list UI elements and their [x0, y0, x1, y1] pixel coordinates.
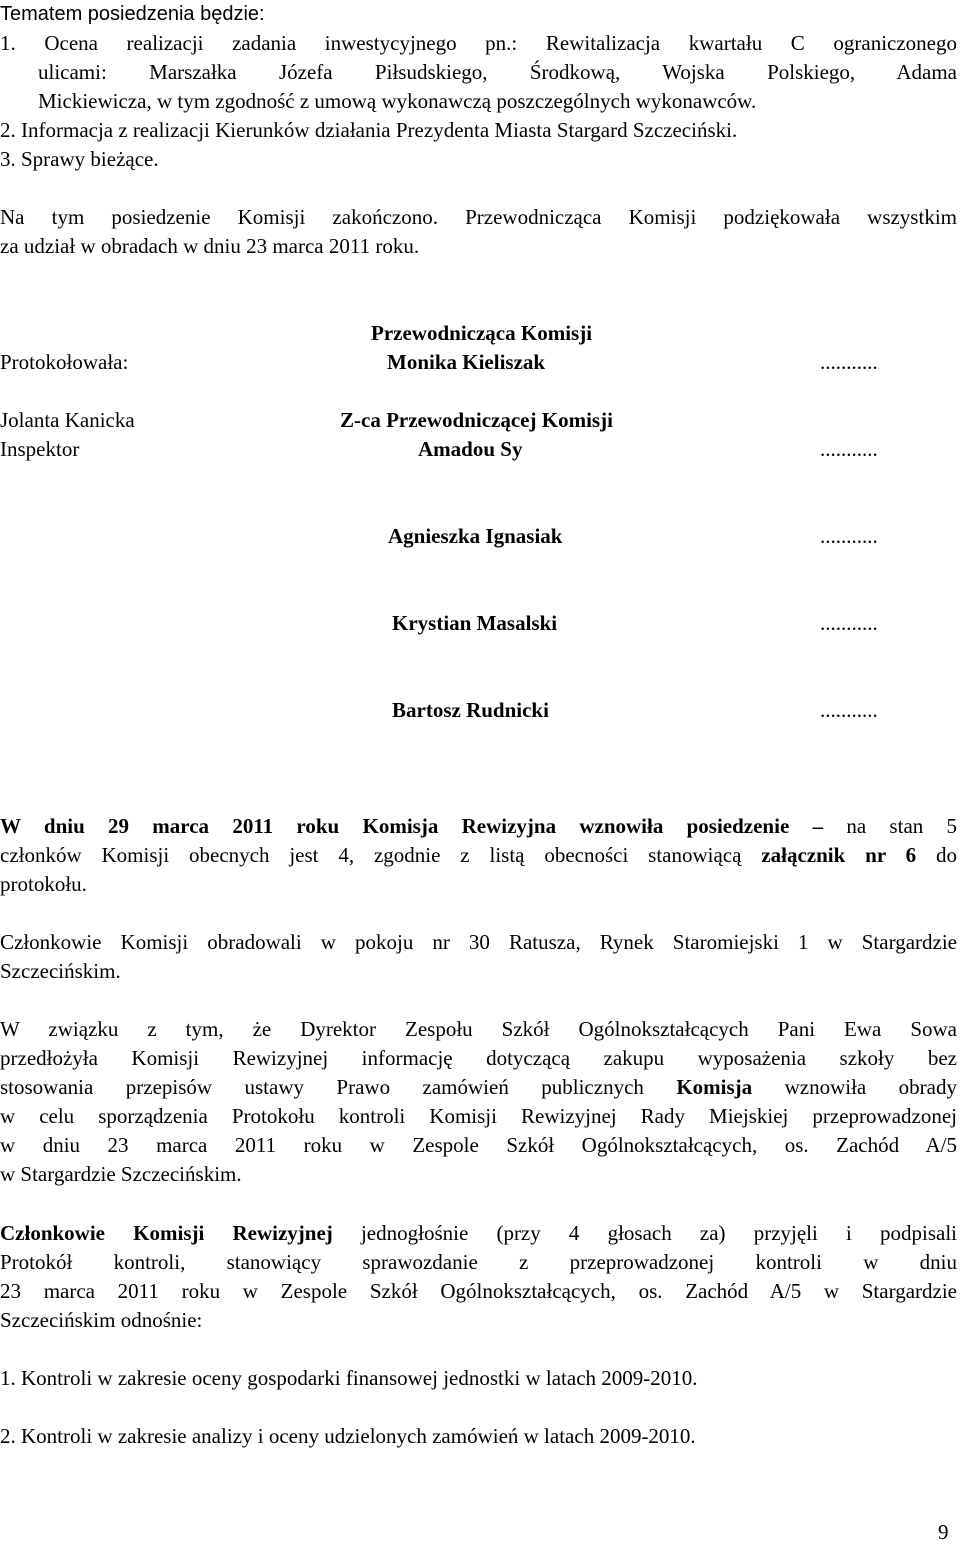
scope-item-1-text: 1. Kontroli w zakresie oceny gospodarki finansowej jednostki w latach 2009-2010.: [0, 1366, 698, 1390]
approval-paragraph: [0, 1219, 957, 1335]
chair-name: Monika Kieliszak: [387, 350, 546, 374]
approval-line-2: Protokół kontroli, stanowiący sprawozdanie z przeprowadzonej kontroli w dniu: [0, 1250, 957, 1274]
member-1-signature-dots: ...........: [820, 524, 878, 548]
vice-chair-title: Z-ca Przewodniczącej Komisji: [340, 408, 613, 432]
agenda-item-1-line-1: 1. Ocena realizacji zadania inwestycyjnego pn.: Rewitalizacja kwartału C ograniczonego: [0, 31, 957, 55]
scope-item-2: [0, 1422, 957, 1451]
resumption-bold-lead: W dniu 29 marca 2011 roku Komisja Rewizyjna wznowiła posiedzenie: [0, 814, 790, 838]
context-line-5: w dniu 23 marca 2011 roku w Zespole Szkół Ogólnokształcących, os. Zachód A/5: [0, 1133, 957, 1157]
vice-chair-name: Amadou Sy: [418, 437, 523, 461]
context-line-3: [0, 1073, 957, 1102]
page-number: 9: [938, 1520, 949, 1544]
context-line-6: w Stargardzie Szczecińskim.: [0, 1162, 242, 1186]
closing-line-1: Na tym posiedzenie Komisji zakończono. Przewodnicząca Komisji podziękowała wszystkim: [0, 205, 957, 229]
context-line-1: W związku z tym, że Dyrektor Zespołu Szkół Ogólnokształcących Pani Ewa Sowa: [0, 1017, 957, 1041]
chair-title: Przewodnicząca Komisji: [371, 321, 593, 345]
resumption-line-3: protokołu.: [0, 872, 87, 896]
closing-paragraph: [0, 203, 957, 261]
approval-line-3: 23 marca 2011 roku w Zespole Szkół Ogólnokształcących, os. Zachód A/5 w Stargardzie: [0, 1279, 957, 1303]
context-paragraph: [0, 1015, 957, 1189]
resumption-after-dash: na stan 5: [846, 814, 958, 838]
agenda-list: [0, 29, 957, 174]
member-2-signature-dots: ...........: [820, 611, 878, 635]
approval-line-1-rest: jednogłośnie (przy 4 głosach za) przyjęli i podpisali: [360, 1221, 957, 1245]
scope-item-2-text: 2. Kontroli w zakresie analizy i oceny udzielonych zamówień w latach 2009-2010.: [0, 1424, 696, 1448]
agenda-item-2: 2. Informacja z realizacji Kierunków działania Prezydenta Miasta Stargard Szczeciński.: [0, 118, 738, 142]
member-3-name: Bartosz Rudnicki: [392, 698, 549, 722]
resumption-line-1: [0, 812, 957, 841]
context-line-3-end: wznowiła obrady: [784, 1075, 957, 1099]
recorder-name: Jolanta Kanicka: [0, 408, 135, 432]
context-line-3-bold: Komisja: [676, 1075, 753, 1099]
context-line-3-start: stosowania przepisów ustawy Prawo zamówień publicznych: [0, 1075, 644, 1099]
agenda-item-1-line-3: Mickiewicza, w tym zgodność z umową wykonawczą poszczególnych wykonawców.: [38, 89, 757, 113]
approval-bold-lead: Członkowie Komisji Rewizyjnej: [0, 1221, 333, 1245]
resumption-line-2-start: członków Komisji obecnych jest 4, zgodnie z listą obecności stanowiącą: [0, 843, 742, 867]
resumption-line-2-end: do: [936, 843, 957, 867]
agenda-intro: [0, 0, 957, 29]
context-line-2: przedłożyła Komisji Rewizyjnej informację dotyczącą zakupu wyposażenia szkoły bez: [0, 1046, 957, 1070]
agenda-intro-text: Tematem posiedzenia będzie:: [0, 3, 265, 25]
agenda-item-3: 3. Sprawy bieżące.: [0, 147, 159, 171]
agenda-item-1-line-2: ulicami: Marszałka Józefa Piłsudskiego, Środkową, Wojska Polskiego, Adama: [38, 60, 957, 84]
location-line-2: Szczecińskim.: [0, 959, 121, 983]
resumption-dash: –: [812, 814, 824, 838]
member-2-name: Krystian Masalski: [392, 611, 558, 635]
scope-item-1: [0, 1364, 957, 1393]
closing-line-2: za udział w obradach w dniu 23 marca 2011 roku.: [0, 234, 420, 258]
location-paragraph: [0, 928, 957, 986]
approval-line-4: Szczecińskim odnośnie:: [0, 1308, 203, 1332]
chair-signature-dots: ...........: [820, 350, 878, 374]
context-line-4: w celu sporządzenia Protokołu kontroli Komisji Rewizyjnej Rady Miejskiej przeprowadzonej: [0, 1104, 957, 1128]
resumption-paragraph: [0, 812, 957, 899]
vice-chair-signature-dots: ...........: [820, 437, 878, 461]
approval-line-1: [0, 1219, 957, 1248]
recorded-by-label: Protokołowała:: [0, 350, 129, 374]
recorder-role: Inspektor: [0, 437, 80, 461]
location-line-1: Członkowie Komisji obradowali w pokoju nr 30 Ratusza, Rynek Staromiejski 1 w Stargardzie: [0, 930, 957, 954]
attachment-reference: załącznik nr 6: [761, 843, 917, 867]
member-1-name: Agnieszka Ignasiak: [388, 524, 563, 548]
resumption-line-2: [0, 841, 957, 870]
member-3-signature-dots: ...........: [820, 698, 878, 722]
